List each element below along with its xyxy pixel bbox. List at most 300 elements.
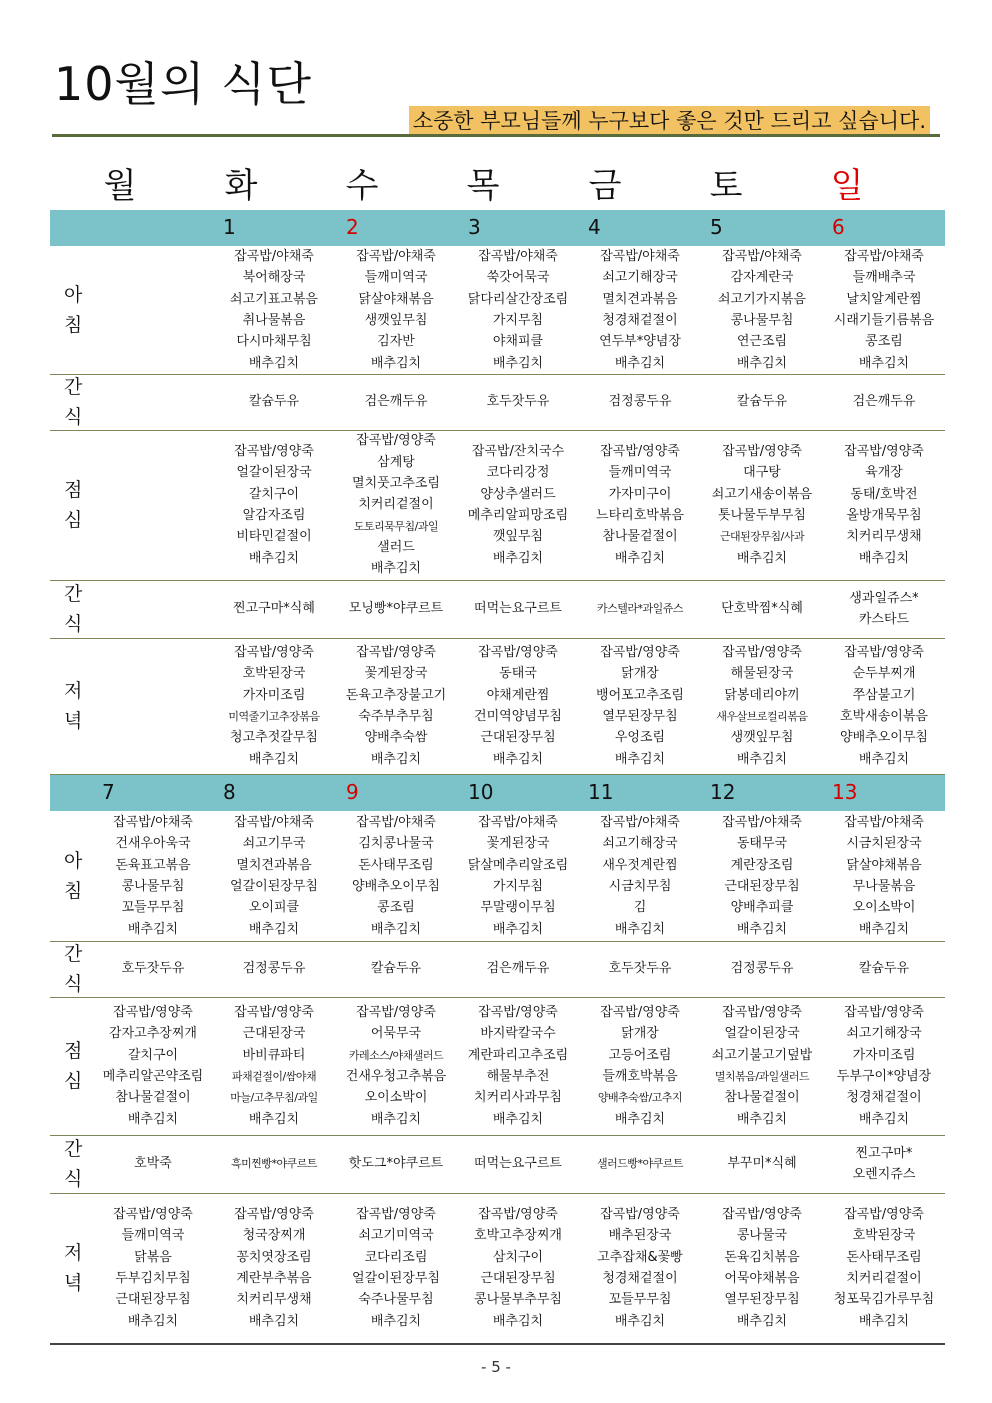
menu-item: 올방개묵무침 — [846, 508, 922, 523]
menu-item: 배추김치 — [492, 550, 544, 566]
menu-item: 배추김치 — [614, 550, 666, 566]
menu-item: 청경채겉절이 — [602, 313, 678, 328]
menu-item: 부꾸미*식혜 — [727, 1156, 797, 1172]
menu-cell-thu — [457, 1135, 579, 1193]
meal-label-char: 녁 — [64, 1272, 83, 1294]
menu-item: 잡곡밥/영양죽 — [844, 444, 924, 460]
menu-item: 어묵야채볶음 — [724, 1271, 800, 1286]
menu-item: 콩나물무침 — [121, 879, 185, 894]
menu-item: 쇠고기새송이볶음 — [711, 486, 813, 502]
menu-item: 열무된장무침 — [724, 1292, 800, 1308]
menu-item: 배추김치 — [614, 1313, 666, 1329]
menu-item: 청포묵김가루무침 — [833, 1292, 935, 1308]
menu-cell-sun — [823, 580, 945, 638]
menu-item: 호박새송이볶음 — [840, 709, 928, 724]
menu-item: 뱅어포고추조림 — [596, 687, 684, 703]
menu-item: 잡곡밥/잔치국수 — [471, 444, 565, 460]
menu-item: 배추김치 — [248, 355, 300, 371]
menu-item: 코다리조림 — [364, 1249, 428, 1265]
menu-cell-fri — [579, 1135, 701, 1193]
menu-item: 들깨미역국 — [121, 1228, 185, 1244]
menu-cell-sat — [701, 374, 823, 430]
menu-item: 잡곡밥/야채죽 — [600, 815, 680, 831]
menu-item: 오이소박이 — [364, 1090, 428, 1106]
menu-item: 잡곡밥/야채죽 — [600, 249, 680, 265]
menu-item: 파채겉절이/쌈야채 — [231, 1070, 317, 1083]
menu-item: 닭살야채볶음 — [358, 291, 434, 307]
menu-cell-wed — [335, 1193, 457, 1343]
menu-item: 얼갈이된장국 — [236, 465, 312, 481]
menu-item: 도토리묵무침/과일 — [353, 519, 439, 533]
meal-label — [64, 475, 83, 535]
menu-item: 잡곡밥/야채죽 — [844, 249, 924, 265]
menu-cell-sat — [701, 246, 823, 374]
menu-item: 잡곡밥/야채죽 — [234, 815, 314, 831]
meal-label-char: 간 — [64, 376, 83, 398]
menu-item: 멸치풋고추조림 — [352, 476, 440, 492]
menu-item: 꼬들무무침 — [608, 1292, 672, 1308]
menu-item: 검은깨두유 — [486, 961, 550, 977]
menu-cell-tue — [213, 997, 335, 1135]
menu-cell-thu — [457, 1193, 579, 1343]
menu-item: 무나물볶음 — [852, 879, 916, 894]
menu-item: 닭개장 — [621, 1026, 659, 1042]
menu-cell-sat — [701, 941, 823, 997]
menu-cell-sun — [823, 811, 945, 941]
menu-item: 들깨호박볶음 — [602, 1069, 678, 1084]
menu-item: 갈치구이 — [127, 1047, 179, 1063]
weekday-sun: 일 — [830, 166, 864, 206]
meal-label-char: 점 — [64, 1040, 83, 1062]
menu-item: 떠먹는요구르트 — [474, 1156, 562, 1172]
menu-item: 계란장조림 — [730, 857, 794, 873]
menu-item: 호두잣두유 — [608, 961, 672, 977]
menu-item: 흑미찐빵*야쿠르트 — [230, 1157, 317, 1171]
menu-item: 배추김치 — [614, 751, 666, 767]
date-tue: 8 — [223, 780, 236, 804]
menu-item: 열무된장무침 — [602, 709, 678, 724]
menu-item: 고추잡채&꽃빵 — [597, 1249, 683, 1265]
menu-item: 얼갈이된장국 — [724, 1026, 800, 1042]
meal-label-char: 식 — [64, 973, 83, 995]
menu-cell-sat — [701, 1135, 823, 1193]
menu-cell-mon — [92, 997, 214, 1135]
menu-item: 새우살브로컬리볶음 — [716, 710, 808, 723]
menu-cell-tue — [213, 1193, 335, 1343]
menu-item: 배추김치 — [858, 751, 910, 767]
menu-item: 잡곡밥/영양죽 — [600, 645, 680, 661]
menu-item: 꽃게된장국 — [364, 666, 428, 682]
menu-cell-wed — [335, 811, 457, 941]
menu-item: 참나물겉절이 — [115, 1090, 191, 1106]
menu-item: 잡곡밥/영양죽 — [600, 1005, 680, 1021]
menu-cell-mon — [92, 941, 214, 997]
menu-item: 동태무국 — [736, 836, 788, 852]
menu-item: 연두부*양념장 — [599, 334, 681, 350]
menu-item: 치커리무생채 — [236, 1292, 312, 1308]
menu-item: 순두부찌개 — [852, 666, 916, 682]
menu-item: 쇠고기해장국 — [602, 270, 678, 286]
menu-item: 생과일쥬스* — [849, 590, 919, 606]
weekday-sat: 토 — [709, 166, 743, 206]
meal-section-snack2 — [50, 1135, 945, 1194]
menu-item: 꼬들무무침 — [121, 900, 185, 916]
menu-item: 양상추샐러드 — [480, 486, 556, 502]
menu-cell-sat — [701, 1193, 823, 1343]
menu-item: 쇠고기가지볶음 — [718, 291, 806, 307]
menu-item: 닭살메추리알조림 — [467, 857, 569, 873]
menu-item: 잡곡밥/영양죽 — [722, 645, 802, 661]
menu-item: 돈사태무조림 — [358, 857, 434, 873]
menu-item: 배추김치 — [492, 355, 544, 371]
menu-cell-sun — [823, 997, 945, 1135]
menu-cell-wed — [335, 941, 457, 997]
menu-item: 칼슘두유 — [248, 394, 300, 410]
menu-item: 톳나물두부무침 — [718, 508, 806, 523]
menu-item: 근대된장무침 — [724, 879, 800, 894]
meal-label-char: 침 — [64, 880, 83, 902]
menu-item: 육개장 — [865, 465, 903, 481]
menu-item: 오이피클 — [248, 900, 300, 916]
menu-item: 잡곡밥/영양죽 — [722, 1207, 802, 1223]
menu-item: 칼슘두유 — [370, 961, 422, 977]
menu-item: 메추리알곤약조림 — [102, 1069, 204, 1084]
menu-item: 배추김치 — [492, 1313, 544, 1329]
meal-label — [64, 1134, 83, 1194]
week-block-2 — [50, 775, 945, 1355]
meal-label-char: 점 — [64, 479, 83, 501]
menu-item: 건새우청고추볶음 — [345, 1069, 447, 1084]
menu-cell-thu — [457, 811, 579, 941]
title-divider — [52, 134, 940, 137]
menu-cell-sat — [701, 997, 823, 1135]
menu-item: 연근조림 — [736, 334, 788, 350]
meal-label — [64, 846, 83, 906]
menu-cell-wed — [335, 997, 457, 1135]
menu-item: 멸치견과볶음 — [602, 291, 678, 307]
menu-item: 배추김치 — [492, 1111, 544, 1127]
menu-item: 대구탕 — [743, 465, 781, 481]
meal-label-char: 간 — [64, 943, 83, 965]
menu-item: 칼슘두유 — [858, 961, 910, 977]
menu-item: 콩나물무침 — [730, 313, 794, 328]
menu-item: 잡곡밥/영양죽 — [356, 645, 436, 661]
menu-cell-tue — [213, 811, 335, 941]
menu-item: 돈육고추장불고기 — [345, 687, 447, 703]
menu-item: 무말랭이무침 — [480, 900, 556, 916]
meal-section-dinner — [50, 1193, 945, 1345]
menu-item: 치커리겉절이 — [846, 1271, 922, 1286]
menu-item: 삼치구이 — [492, 1249, 544, 1265]
menu-cell-thu — [457, 997, 579, 1135]
menu-cell-sun — [823, 374, 945, 430]
menu-item: 배추김치 — [248, 1111, 300, 1127]
menu-item: 콩나물부추무침 — [474, 1292, 562, 1308]
menu-item: 바지락칼국수 — [480, 1026, 556, 1042]
menu-item: 배추김치 — [736, 751, 788, 767]
menu-item: 배추김치 — [858, 550, 910, 566]
meal-label — [64, 579, 83, 639]
menu-item: 잡곡밥/영양죽 — [356, 1207, 436, 1223]
menu-item: 생깻잎무침 — [364, 313, 428, 328]
menu-item: 잡곡밥/영양죽 — [722, 1005, 802, 1021]
menu-item: 샐러드 — [377, 539, 415, 555]
menu-item: 얼갈이된장무침 — [230, 879, 318, 894]
menu-item: 핫도그*야쿠르트 — [348, 1156, 444, 1172]
menu-cell-fri — [579, 580, 701, 638]
meal-label-char: 식 — [64, 613, 83, 635]
menu-item: 배추김치 — [127, 1313, 179, 1329]
menu-item: 우엉조림 — [614, 730, 666, 746]
menu-item: 잡곡밥/영양죽 — [113, 1207, 193, 1223]
date-thu: 10 — [468, 780, 494, 804]
menu-item: 멸치견과볶음 — [236, 857, 312, 873]
menu-item: 들깨미역국 — [364, 270, 428, 286]
menu-item: 콩조림 — [377, 900, 415, 916]
meal-section-snack1 — [50, 941, 945, 998]
menu-cell-wed — [335, 430, 457, 580]
menu-item: 양배추숙쌈/고추지 — [597, 1091, 683, 1105]
menu-item: 메추리알피망조림 — [467, 508, 569, 523]
weekday-wed: 수 — [345, 166, 379, 206]
meal-label — [64, 676, 83, 736]
date-mon: 7 — [102, 780, 115, 804]
menu-item: 배추김치 — [127, 921, 179, 937]
menu-item: 찐고구마*식혜 — [233, 601, 315, 617]
menu-item: 잡곡밥/야채죽 — [113, 815, 193, 831]
menu-item: 건미역양념무침 — [474, 709, 562, 724]
meal-label-char: 심 — [64, 509, 83, 531]
menu-cell-tue — [213, 430, 335, 580]
menu-cell-sun — [823, 941, 945, 997]
meal-label-char: 간 — [64, 583, 83, 605]
menu-item: 돈육김치볶음 — [724, 1249, 800, 1265]
date-tue: 1 — [223, 215, 236, 239]
menu-item: 닭살야채볶음 — [846, 857, 922, 873]
menu-cell-thu — [457, 638, 579, 774]
meal-section-dinner — [50, 638, 945, 775]
menu-item: 감자고추장찌개 — [109, 1026, 197, 1042]
meal-label — [64, 1036, 83, 1096]
menu-item: 카레소스/야채샐러드 — [348, 1048, 444, 1062]
date-fri: 4 — [588, 215, 601, 239]
menu-item: 두부구이*양념장 — [836, 1069, 932, 1084]
menu-item: 치커리사과무침 — [474, 1090, 562, 1106]
meal-label-char: 심 — [64, 1070, 83, 1092]
menu-item: 근대된장무침 — [115, 1292, 191, 1308]
menu-cell-mon — [92, 246, 214, 374]
menu-item: 해물된장국 — [730, 666, 794, 682]
weekday-mon: 월 — [103, 166, 137, 206]
menu-item: 검정콩두유 — [608, 394, 672, 410]
menu-cell-sat — [701, 811, 823, 941]
date-wed: 9 — [346, 780, 359, 804]
menu-item: 돈육표고볶음 — [115, 857, 191, 873]
menu-item: 칼슘두유 — [736, 394, 788, 410]
menu-item: 동태국 — [499, 666, 537, 682]
menu-cell-mon — [92, 430, 214, 580]
menu-item: 생깻잎무침 — [730, 730, 794, 746]
menu-item: 취나물볶음 — [242, 313, 306, 328]
menu-cell-sun — [823, 1135, 945, 1193]
weekday-fri: 금 — [588, 166, 622, 206]
menu-item: 꽃게된장국 — [486, 836, 550, 852]
menu-item: 가자미조림 — [852, 1047, 916, 1063]
menu-item: 꽁치엿장조림 — [236, 1249, 312, 1265]
menu-item: 가지무침 — [492, 313, 544, 328]
menu-item: 갈치구이 — [248, 486, 300, 502]
menu-item: 배추김치 — [492, 921, 544, 937]
menu-cell-tue — [213, 246, 335, 374]
menu-item: 청고추젓갈무침 — [230, 730, 318, 746]
menu-item: 청국장찌개 — [242, 1228, 306, 1244]
weekday-thu: 목 — [466, 166, 500, 206]
menu-cell-sun — [823, 1193, 945, 1343]
menu-item: 시금치된장국 — [846, 836, 922, 852]
menu-item: 시래기들기름볶음 — [833, 313, 935, 328]
menu-item: 계란파리고추조림 — [467, 1047, 569, 1063]
date-fri: 11 — [588, 780, 614, 804]
menu-item: 배추김치 — [736, 1313, 788, 1329]
menu-item: 잡곡밥/영양죽 — [844, 645, 924, 661]
menu-item: 청경채겉절이 — [602, 1271, 678, 1286]
menu-cell-fri — [579, 941, 701, 997]
menu-item: 깻잎무침 — [492, 529, 544, 545]
menu-item: 잡곡밥/영양죽 — [234, 645, 314, 661]
menu-cell-fri — [579, 811, 701, 941]
menu-item: 잡곡밥/야채죽 — [722, 815, 802, 831]
menu-item: 잡곡밥/야채죽 — [844, 815, 924, 831]
menu-item: 근대된장무침/사과 — [719, 530, 805, 544]
menu-item: 배추김치 — [370, 561, 422, 577]
menu-item: 잡곡밥/영양죽 — [722, 444, 802, 460]
menu-item: 배추김치 — [614, 921, 666, 937]
menu-item: 검은깨두유 — [364, 394, 428, 410]
menu-item: 모닝빵*야쿠르트 — [348, 601, 444, 617]
menu-item: 느타리호박볶음 — [596, 508, 684, 523]
menu-item: 김치콩나물국 — [358, 836, 434, 852]
menu-item: 배추김치 — [858, 1313, 910, 1329]
page-subtitle: 소중한 부모님들께 누구보다 좋은 것만 드리고 싶습니다. — [409, 106, 930, 135]
menu-item: 잡곡밥/영양죽 — [113, 1005, 193, 1021]
menu-item: 삼계탕 — [377, 454, 415, 470]
menu-cell-thu — [457, 374, 579, 430]
menu-item: 배추김치 — [736, 921, 788, 937]
date-bar — [50, 775, 945, 811]
weekday-tue: 화 — [224, 166, 258, 206]
menu-item: 배추김치 — [858, 921, 910, 937]
menu-cell-sun — [823, 246, 945, 374]
menu-cell-mon — [92, 638, 214, 774]
menu-cell-sun — [823, 430, 945, 580]
menu-item: 배추김치 — [370, 921, 422, 937]
menu-cell-fri — [579, 374, 701, 430]
menu-item: 숙주부추무침 — [358, 709, 434, 724]
menu-item: 잡곡밥/영양죽 — [600, 444, 680, 460]
meal-section-lunch — [50, 997, 945, 1136]
menu-cell-mon — [92, 811, 214, 941]
date-wed: 2 — [346, 215, 359, 239]
menu-item: 오렌지쥬스 — [852, 1167, 916, 1182]
menu-item: 배추김치 — [858, 355, 910, 371]
menu-item: 치커리무생채 — [846, 529, 922, 545]
menu-item: 잡곡밥/야채죽 — [478, 249, 558, 265]
menu-cell-mon — [92, 1193, 214, 1343]
menu-cell-mon — [92, 1135, 214, 1193]
menu-cell-fri — [579, 246, 701, 374]
meal-section-lunch — [50, 430, 945, 581]
menu-cell-tue — [213, 941, 335, 997]
menu-item: 치커리겉절이 — [358, 497, 434, 513]
menu-item: 호두잣두유 — [486, 394, 550, 410]
meal-label-char: 간 — [64, 1138, 83, 1160]
menu-item: 배추김치 — [736, 355, 788, 371]
menu-item: 잡곡밥/영양죽 — [234, 1005, 314, 1021]
menu-item: 고등어조림 — [608, 1047, 672, 1063]
meal-label — [64, 939, 83, 999]
menu-item: 배추김치 — [858, 1111, 910, 1127]
meal-label — [64, 372, 83, 432]
meal-label-char: 아 — [64, 850, 83, 872]
menu-cell-wed — [335, 638, 457, 774]
meal-label — [64, 1238, 83, 1298]
menu-item: 들깨미역국 — [608, 465, 672, 481]
menu-item: 쇠고기표고볶음 — [230, 291, 318, 307]
menu-item: 샐러드빵*야쿠르트 — [596, 1157, 683, 1171]
menu-item: 호박된장국 — [242, 666, 306, 682]
weekday-header — [50, 158, 945, 206]
menu-item: 잡곡밥/영양죽 — [600, 1207, 680, 1223]
menu-cell-sat — [701, 580, 823, 638]
page-number: - 5 - — [481, 1358, 511, 1376]
menu-cell-thu — [457, 580, 579, 638]
menu-item: 배추김치 — [248, 1313, 300, 1329]
menu-item: 건새우아욱국 — [115, 836, 191, 852]
menu-item: 잡곡밥/야채죽 — [478, 815, 558, 831]
menu-item: 쑥갓어묵국 — [486, 270, 550, 286]
menu-item: 김자반 — [377, 334, 415, 350]
meal-label-char: 식 — [64, 1168, 83, 1190]
week-block-1 — [50, 210, 945, 790]
menu-item: 들깨배추국 — [852, 270, 916, 286]
menu-item: 근대된장국 — [242, 1026, 306, 1042]
menu-item: 검정콩두유 — [730, 961, 794, 977]
menu-item: 잡곡밥/영양죽 — [478, 645, 558, 661]
menu-item: 단호박찜*식혜 — [721, 601, 803, 617]
page-title: 10월의 식단 — [54, 57, 312, 111]
menu-item: 콩조림 — [865, 334, 903, 350]
menu-item: 야채피클 — [492, 334, 544, 350]
menu-item: 숙주나물무침 — [358, 1292, 434, 1308]
menu-item: 비타민겉절이 — [236, 529, 312, 545]
menu-item: 멸치볶음/과일샐러드 — [714, 1070, 810, 1083]
meal-label — [64, 280, 83, 340]
menu-cell-tue — [213, 580, 335, 638]
menu-item: 양배추오이무침 — [840, 730, 928, 746]
date-sun: 13 — [832, 780, 858, 804]
meal-label-char: 녁 — [64, 710, 83, 732]
meal-section-breakfast — [50, 246, 945, 375]
menu-item: 카스타드 — [858, 612, 910, 627]
menu-item: 쇠고기불고기덮밥 — [711, 1047, 813, 1063]
menu-item: 양배추피클 — [730, 900, 794, 916]
menu-cell-wed — [335, 1135, 457, 1193]
menu-cell-tue — [213, 638, 335, 774]
menu-item: 쇠고기무국 — [242, 836, 306, 852]
menu-item: 오이소박이 — [852, 900, 916, 916]
menu-item: 배추김치 — [370, 1111, 422, 1127]
meal-label-char: 저 — [64, 1242, 83, 1264]
